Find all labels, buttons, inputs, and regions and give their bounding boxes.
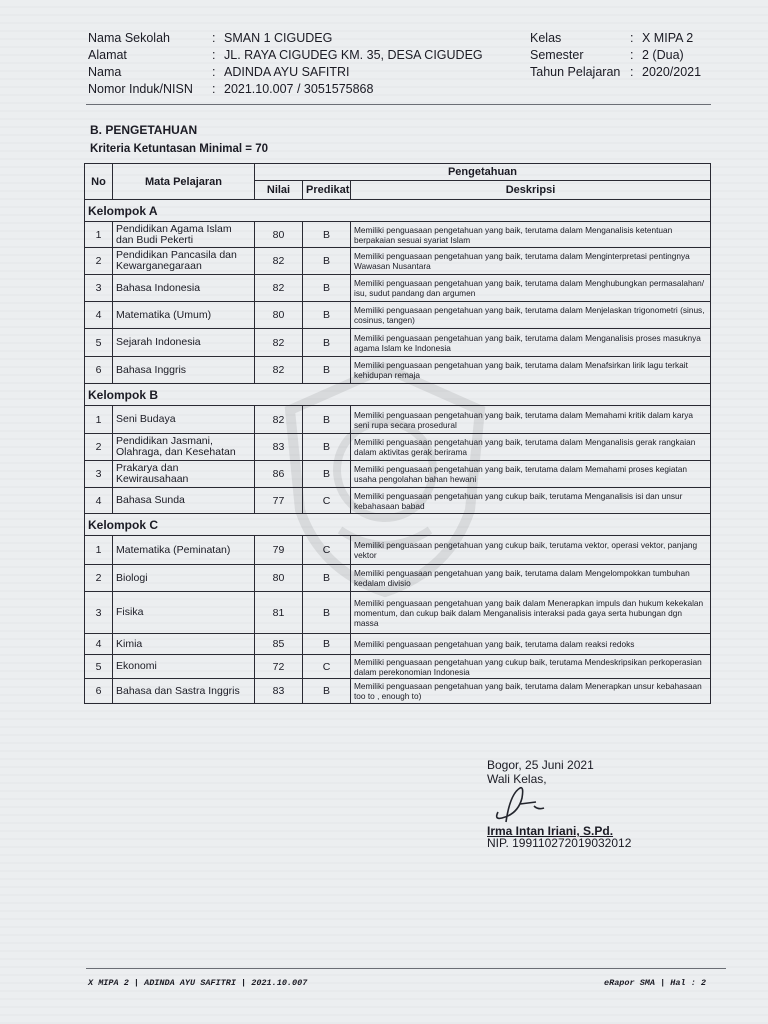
row-subject: Pendidikan Pancasila dan Kewarganegaraan [113, 248, 255, 275]
row-no: 4 [85, 302, 113, 329]
row-score: 80 [255, 302, 303, 329]
row-score: 77 [255, 488, 303, 514]
row-grade: B [303, 565, 351, 592]
row-score: 80 [255, 222, 303, 248]
row-subject: Fisika [113, 592, 255, 634]
row-description: Memiliki penguasaan pengetahuan yang baik, terutama dalam Menganalisis ketentuan berpakaian sesuai syariat Islam [351, 222, 711, 248]
row-score: 82 [255, 275, 303, 302]
section-title: B. PENGETAHUAN [90, 123, 198, 137]
row-grade: B [303, 434, 351, 461]
row-grade: B [303, 461, 351, 488]
value-class: X MIPA 2 [642, 31, 694, 45]
row-subject: Biologi [113, 565, 255, 592]
signature-name: Irma Intan Iriani, S.Pd. [487, 824, 614, 838]
row-no: 2 [85, 434, 113, 461]
footer-left: X MIPA 2 | ADINDA AYU SAFITRI | 2021.10.007 [88, 978, 308, 988]
label-name: Nama [88, 65, 122, 79]
group-name: Kelompok C [85, 514, 711, 536]
row-grade: B [303, 406, 351, 434]
row-score: 72 [255, 655, 303, 679]
group-row [85, 200, 711, 222]
row-no: 4 [85, 634, 113, 655]
value-school: SMAN 1 CIGUDEG [224, 31, 333, 45]
row-description: Memiliki penguasaan pengetahuan yang baik, terutama dalam Menganalisis gerak rangkaian dalam aktivitas gerak berirama [351, 434, 711, 461]
row-no: 6 [85, 357, 113, 384]
row-score: 85 [255, 634, 303, 655]
row-description: Memiliki penguasaan pengetahuan yang baik, terutama dalam Memahami kritik dalam karya seni rupa secara prosedural [351, 406, 711, 434]
kkm-label: Kriteria Ketuntasan Minimal = 70 [90, 143, 268, 155]
grades-table [84, 163, 711, 704]
row-grade: B [303, 592, 351, 634]
group-name: Kelompok B [85, 384, 711, 406]
row-no: 5 [85, 655, 113, 679]
row-description: Memiliki penguasaan pengetahuan yang cukup baik, terutama vektor, operasi vektor, panjang vektor [351, 536, 711, 565]
table-row [85, 592, 711, 634]
row-subject: Bahasa Indonesia [113, 275, 255, 302]
row-grade: C [303, 536, 351, 565]
table-row [85, 679, 711, 704]
row-no: 2 [85, 248, 113, 275]
row-score: 80 [255, 565, 303, 592]
row-no: 6 [85, 679, 113, 704]
row-grade: B [303, 634, 351, 655]
signature-scribble [488, 784, 558, 826]
table-row [85, 488, 711, 514]
group-name: Kelompok A [85, 200, 711, 222]
row-score: 82 [255, 406, 303, 434]
footer-divider [86, 968, 726, 969]
header-subject: Mata Pelajaran [113, 164, 255, 200]
row-subject: Bahasa dan Sastra Inggris [113, 679, 255, 704]
row-grade: B [303, 248, 351, 275]
table-row [85, 248, 711, 275]
row-grade: B [303, 329, 351, 357]
row-subject: Matematika (Peminatan) [113, 536, 255, 565]
row-description: Memiliki penguasaan pengetahuan yang baik, terutama dalam Menjelaskan trigonometri (sinus, cosinus, tangen) [351, 302, 711, 329]
row-no: 3 [85, 592, 113, 634]
group-row [85, 384, 711, 406]
signature-place-date: Bogor, 25 Juni 2021 [487, 758, 594, 772]
signature-role: Wali Kelas, [487, 772, 547, 786]
row-subject: Prakarya dan Kewirausahaan [113, 461, 255, 488]
row-subject: Pendidikan Jasmani, Olahraga, dan Kesehatan [113, 434, 255, 461]
student-identity: Nama Sekolah : SMAN 1 CIGUDEG Alamat : JL. RAYA CIGUDEG KM. 35, DESA CIGUDEG Nama : ADINDA AYU SAFITRI Nomor Induk/NISN : 2021.10.007 / 3051575868 [88, 31, 483, 96]
row-score: 82 [255, 248, 303, 275]
value-address: JL. RAYA CIGUDEG KM. 35, DESA CIGUDEG [224, 48, 483, 62]
row-subject: Pendidikan Agama Islam dan Budi Pekerti [113, 222, 255, 248]
header-knowledge: Pengetahuan [255, 164, 711, 181]
row-subject: Ekonomi [113, 655, 255, 679]
row-description: Memiliki penguasaan pengetahuan yang baik, terutama dalam Menafsirkan lirik lagu terkait kehidupan remaja [351, 357, 711, 384]
row-grade: B [303, 275, 351, 302]
row-grade: C [303, 488, 351, 514]
row-subject: Matematika (Umum) [113, 302, 255, 329]
row-no: 1 [85, 222, 113, 248]
row-no: 4 [85, 488, 113, 514]
row-no: 2 [85, 565, 113, 592]
value-nisn: 2021.10.007 / 3051575868 [224, 82, 374, 96]
table-row [85, 565, 711, 592]
row-subject: Bahasa Sunda [113, 488, 255, 514]
row-no: 1 [85, 536, 113, 565]
class-identity: Kelas : X MIPA 2 Semester : 2 (Dua) Tahun Pelajaran : 2020/2021 [530, 31, 702, 79]
table-row [85, 275, 711, 302]
table-row [85, 536, 711, 565]
row-description: Memiliki penguasaan pengetahuan yang baik, terutama dalam Mengelompokkan tumbuhan kedalam divisio [351, 565, 711, 592]
row-score: 79 [255, 536, 303, 565]
row-description: Memiliki penguasaan pengetahuan yang baik dalam Menerapkan impuls dan hukum kekekalan momentum, dan cukup baik dalam Menganalisis interaksi pada gaya serta hubungan dgn massa [351, 592, 711, 634]
label-semester: Semester [530, 48, 584, 62]
row-description: Memiliki penguasaan pengetahuan yang cukup baik, terutama Menganalisis isi dan unsur kebahasaan babad [351, 488, 711, 514]
row-grade: B [303, 679, 351, 704]
label-year: Tahun Pelajaran [530, 65, 621, 79]
header-no: No [85, 164, 113, 200]
table-row [85, 222, 711, 248]
table-row [85, 406, 711, 434]
row-grade: B [303, 357, 351, 384]
row-score: 82 [255, 357, 303, 384]
row-grade: B [303, 302, 351, 329]
value-semester: 2 (Dua) [642, 48, 684, 62]
table-row [85, 655, 711, 679]
table-row [85, 634, 711, 655]
row-score: 83 [255, 679, 303, 704]
table-row [85, 302, 711, 329]
row-subject: Kimia [113, 634, 255, 655]
row-description: Memiliki penguasaan pengetahuan yang baik, terutama dalam Menerapkan unsur kebahasaan too to , enough to) [351, 679, 711, 704]
row-description: Memiliki penguasaan pengetahuan yang baik, terutama dalam reaksi redoks [351, 634, 711, 655]
signature-nip: NIP. 199110272019032012 [487, 836, 632, 850]
row-description: Memiliki penguasaan pengetahuan yang baik, terutama dalam Menganalisis proses masuknya agama Islam ke Indonesia [351, 329, 711, 357]
row-no: 5 [85, 329, 113, 357]
row-score: 86 [255, 461, 303, 488]
row-no: 3 [85, 275, 113, 302]
row-subject: Bahasa Inggris [113, 357, 255, 384]
row-description: Memiliki penguasaan pengetahuan yang baik, terutama dalam Menghubungkan permasalahan/ isu, sudut pandang dan argumen [351, 275, 711, 302]
row-grade: C [303, 655, 351, 679]
row-score: 83 [255, 434, 303, 461]
row-no: 1 [85, 406, 113, 434]
row-description: Memiliki penguasaan pengetahuan yang baik, terutama dalam Menginterpretasi pentingnya Wawasan Nusantara [351, 248, 711, 275]
row-subject: Seni Budaya [113, 406, 255, 434]
table-row [85, 357, 711, 384]
label-nisn: Nomor Induk/NISN [88, 82, 193, 96]
row-grade: B [303, 222, 351, 248]
row-subject: Sejarah Indonesia [113, 329, 255, 357]
table-row [85, 434, 711, 461]
label-address: Alamat [88, 48, 127, 62]
header-divider [86, 104, 711, 105]
header-grade: Predikat [303, 181, 351, 200]
row-score: 81 [255, 592, 303, 634]
label-class: Kelas [530, 31, 562, 45]
table-row [85, 329, 711, 357]
value-year: 2020/2021 [642, 65, 702, 79]
row-no: 3 [85, 461, 113, 488]
header-description: Deskripsi [351, 181, 711, 200]
row-description: Memiliki penguasaan pengetahuan yang baik, terutama dalam Memahami proses kegiatan usaha pengolahan bahan hewani [351, 461, 711, 488]
row-description: Memiliki penguasaan pengetahuan yang cukup baik, terutama Mendeskripsikan perkoperasian dalam perekonomian Indonesia [351, 655, 711, 679]
row-score: 82 [255, 329, 303, 357]
value-name: ADINDA AYU SAFITRI [224, 65, 350, 79]
group-row [85, 514, 711, 536]
header-score: Nilai [255, 181, 303, 200]
footer-right: eRapor SMA | Hal : 2 [604, 978, 707, 988]
label-school: Nama Sekolah [88, 31, 170, 45]
table-row [85, 461, 711, 488]
